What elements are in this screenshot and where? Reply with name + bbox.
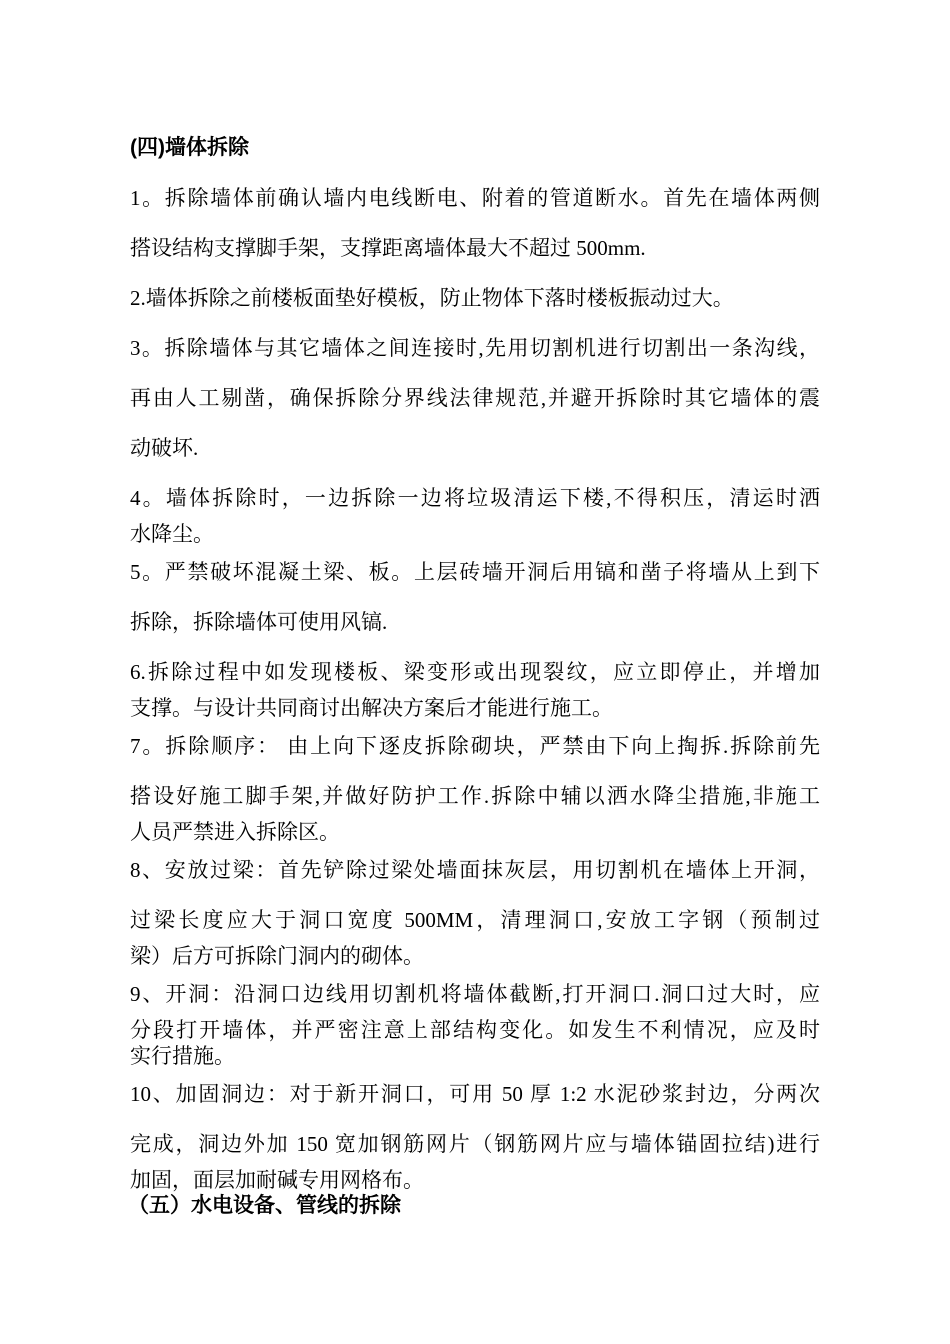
text-line: 1。拆除墙体前确认墙内电线断电、附着的管道断水。首先在墙体两侧 (130, 186, 820, 210)
text-line: 动破坏. (130, 436, 199, 460)
text-line: 6.拆除过程中如发现楼板、梁变形或出现裂纹，应立即停止，并增加 (130, 660, 820, 684)
text-line: 2.墙体拆除之前楼板面垫好模板，防止物体下落时楼板振动过大。 (130, 286, 734, 310)
text-line: 3。拆除墙体与其它墙体之间连接时,先用切割机进行切割出一条沟线， (130, 336, 820, 360)
text-line: 8、安放过梁：首先铲除过梁处墙面抹灰层，用切割机在墙体上开洞， (130, 858, 820, 882)
text-line: 完成，洞边外加 150 宽加钢筋网片（钢筋网片应与墙体锚固拉结)进行 (130, 1132, 820, 1156)
text-line: 10、加固洞边：对于新开洞口，可用 50 厚 1:2 水泥砂浆封边，分两次 (130, 1082, 820, 1106)
text-line: 拆除，拆除墙体可使用风镐. (130, 610, 388, 634)
text-line: 加固，面层加耐碱专用网格布。 (130, 1168, 424, 1192)
text-line: 过梁长度应大于洞口宽度 500MM，清理洞口,安放工字钢（预制过 (130, 908, 820, 932)
text-line: 实行措施。 (130, 1044, 235, 1068)
section-heading-wall-demolition: (四)墙体拆除 (130, 136, 249, 159)
text-line: 7。拆除顺序： 由上向下逐皮拆除砌块，严禁由下向上掏拆.拆除前先 (130, 734, 820, 758)
text-line: 人员严禁进入拆除区。 (130, 820, 340, 844)
text-line: 梁）后方可拆除门洞内的砌体。 (130, 944, 424, 968)
section-heading-utilities-removal: （五）水电设备、管线的拆除 (128, 1194, 401, 1217)
text-line: 5。严禁破坏混凝土梁、板。上层砖墙开洞后用镐和凿子将墙从上到下 (130, 560, 820, 584)
text-line: 水降尘。 (130, 522, 214, 546)
text-line: 搭设好施工脚手架,并做好防护工作.拆除中辅以洒水降尘措施,非施工 (130, 784, 820, 808)
text-line: 分段打开墙体，并严密注意上部结构变化。如发生不利情况，应及时 (130, 1018, 820, 1042)
text-line: 搭设结构支撑脚手架，支撑距离墙体最大不超过 500mm. (130, 236, 646, 260)
text-line: 支撑。与设计共同商讨出解决方案后才能进行施工。 (130, 696, 613, 720)
text-line: 4。墙体拆除时，一边拆除一边将垃圾清运下楼,不得积压，清运时洒 (130, 486, 820, 510)
text-line: 9、开洞：沿洞口边线用切割机将墙体截断,打开洞口.洞口过大时，应 (130, 982, 820, 1006)
text-line: 再由人工剔凿，确保拆除分界线法律规范,并避开拆除时其它墙体的震 (130, 386, 820, 410)
